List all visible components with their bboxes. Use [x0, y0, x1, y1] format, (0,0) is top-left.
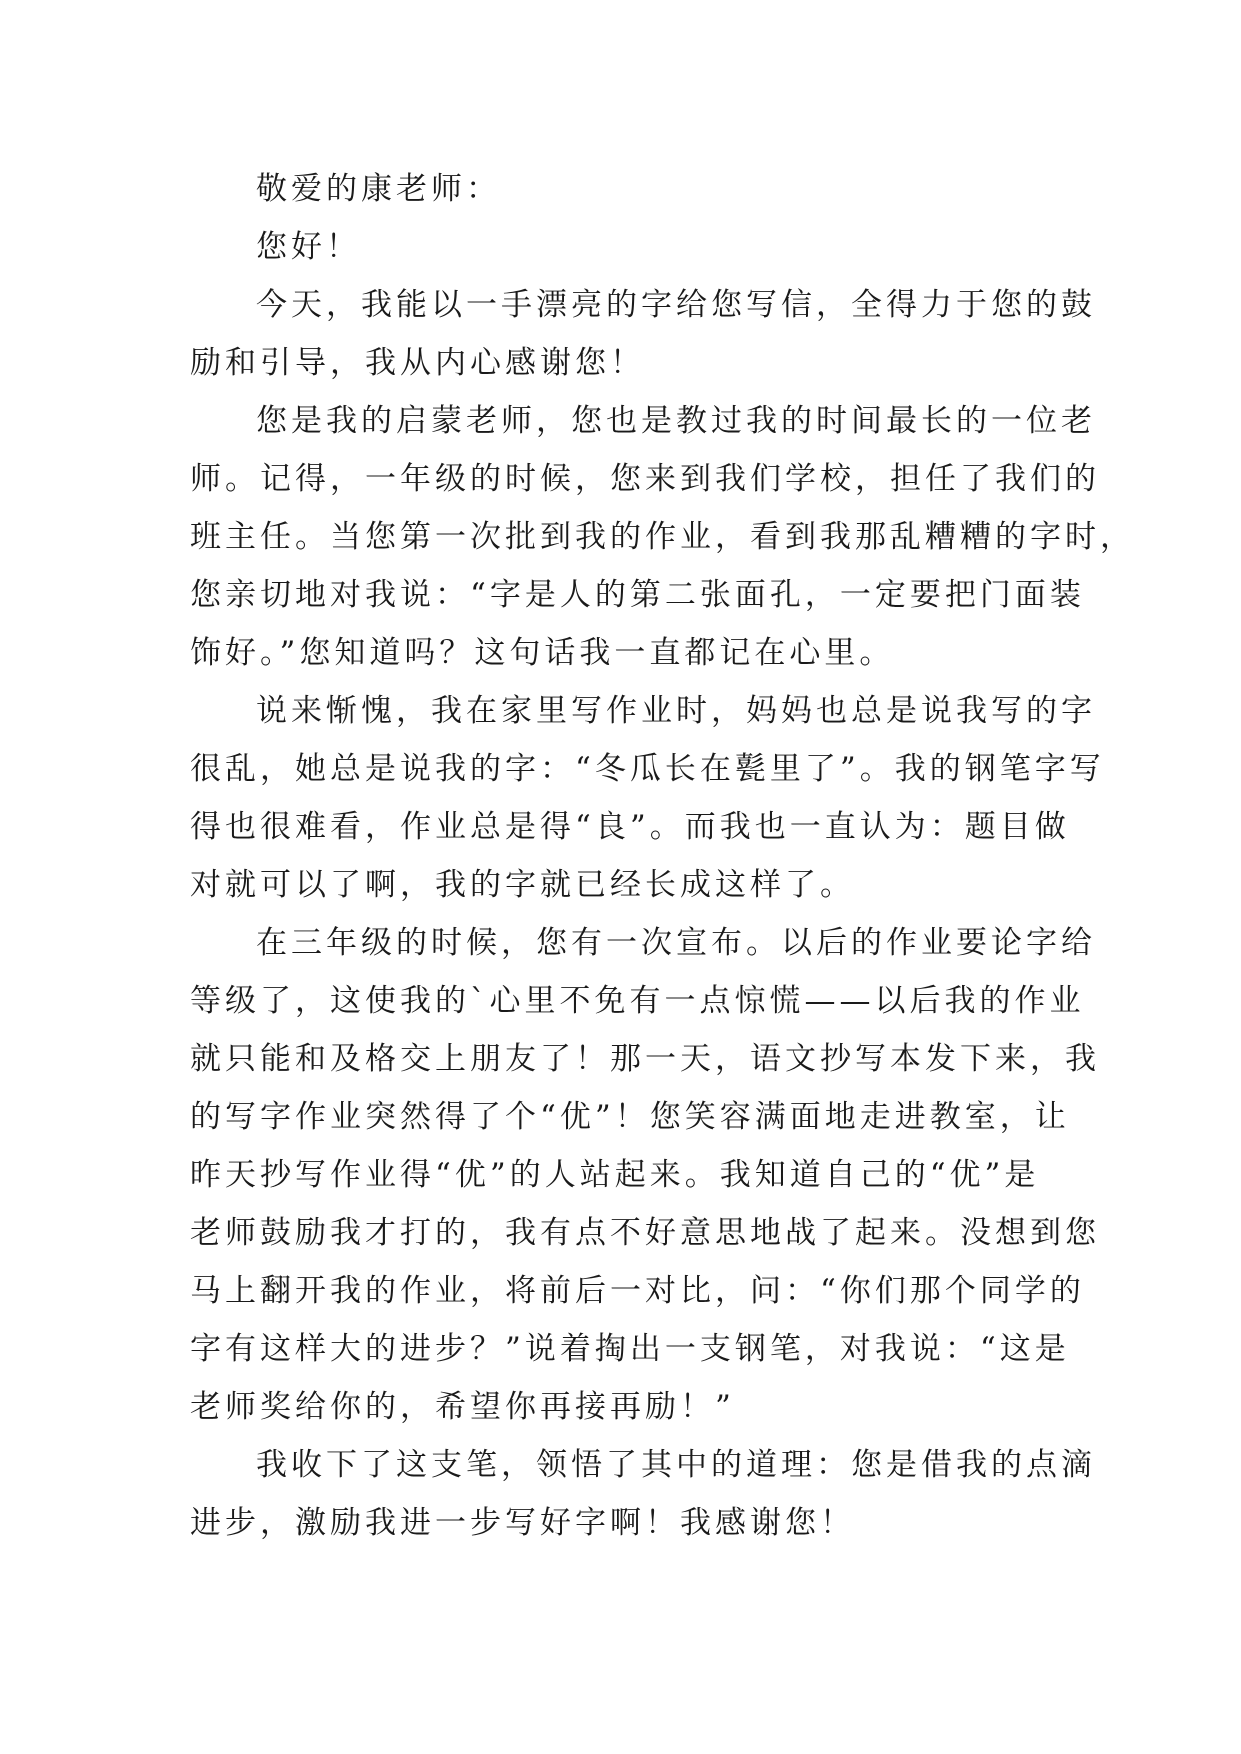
- text-line: 得也很难看，作业总是得“良”。而我也一直认为：题目做: [190, 809, 1070, 845]
- text-line: 就只能和及格交上朋友了！那一天，语文抄写本发下来，我: [190, 1041, 1100, 1077]
- text-line: 饰好。”您知道吗？这句话我一直都记在心里。: [190, 635, 895, 671]
- text-line: 进步，激励我进一步写好字啊！我感谢您！: [190, 1505, 855, 1541]
- text-line: 老师鼓励我才打的，我有点不好意思地战了起来。没想到您: [190, 1215, 1100, 1251]
- text-line: 老师奖给你的，希望你再接再励！”: [190, 1389, 735, 1425]
- letter-body: [190, 160, 1135, 1552]
- text-line: 的写字作业突然得了个“优”！您笑容满面地走进教室，让: [190, 1099, 1070, 1135]
- text-line: 班主任。当您第一次批到我的作业，看到我那乱糟糟的字时，: [190, 519, 1135, 555]
- text-line: 在三年级的时候，您有一次宣布。以后的作业要论字给: [256, 925, 1096, 961]
- text-line: 您是我的启蒙老师，您也是教过我的时间最长的一位老: [256, 403, 1096, 439]
- text-line: 昨天抄写作业得“优”的人站起来。我知道自己的“优”是: [190, 1157, 1040, 1193]
- text-line: 师。记得，一年级的时候，您来到我们学校，担任了我们的: [190, 461, 1100, 497]
- letter-salutation: 您好！: [256, 229, 361, 265]
- text-line: 很乱，她总是说我的字：“冬瓜长在甏里了”。我的钢笔字写: [190, 751, 1105, 787]
- text-line: 今天，我能以一手漂亮的字给您写信，全得力于您的鼓: [256, 287, 1096, 323]
- text-line: 励和引导，我从内心感谢您！: [190, 345, 645, 381]
- text-line: 字有这样大的进步？”说着掏出一支钢笔，对我说：“这是: [190, 1331, 1070, 1367]
- text-line: 我收下了这支笔，领悟了其中的道理：您是借我的点滴: [256, 1447, 1096, 1483]
- text-line: 对就可以了啊，我的字就已经长成这样了。: [190, 867, 855, 903]
- text-line: 说来惭愧，我在家里写作业时，妈妈也总是说我写的字: [256, 693, 1096, 729]
- text-line: 马上翻开我的作业，将前后一对比，问：“你们那个同学的: [190, 1273, 1085, 1309]
- text-line: 您亲切地对我说：“字是人的第二张面孔，一定要把门面装: [190, 577, 1085, 613]
- letter-greeting: 敬爱的康老师：: [256, 171, 501, 207]
- text-line: 等级了，这使我的`心里不免有一点惊慌——以后我的作业: [190, 983, 1085, 1019]
